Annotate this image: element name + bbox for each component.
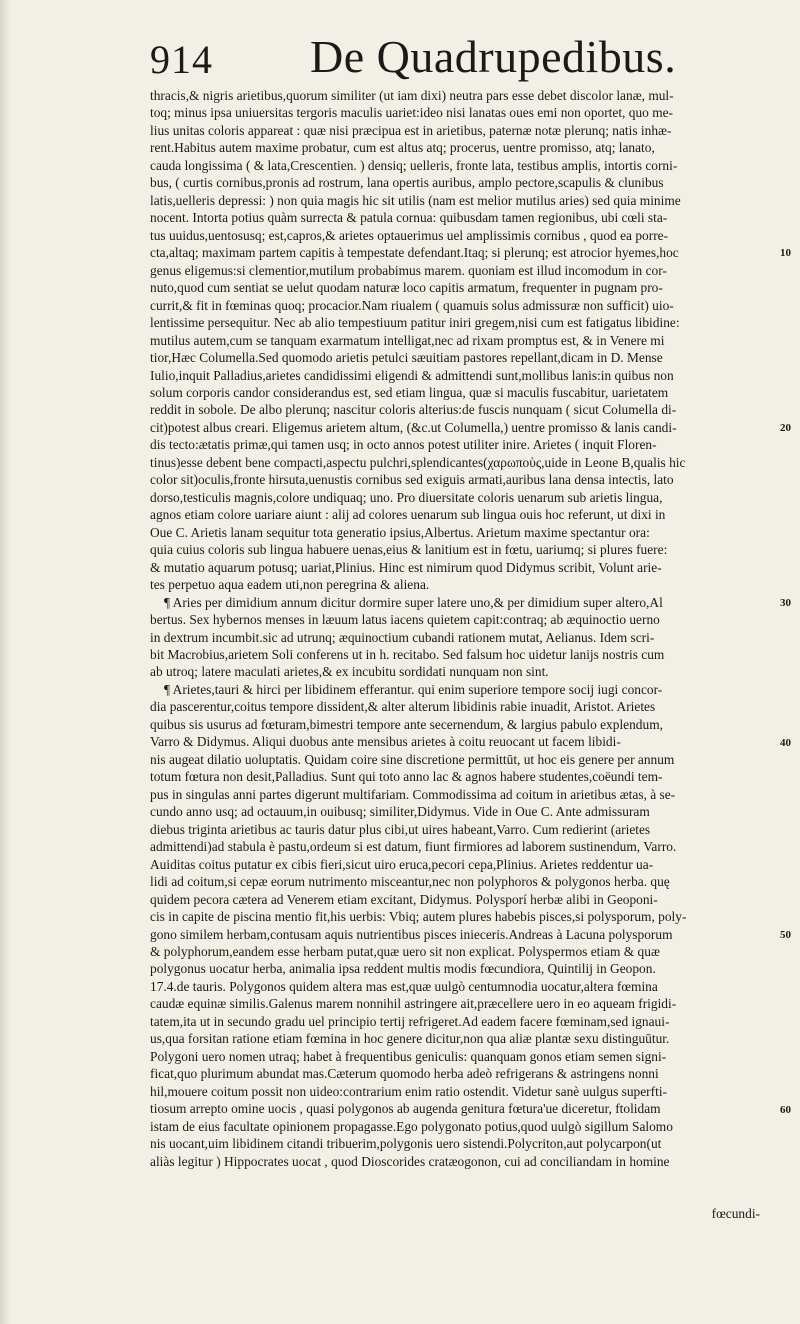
- text-line: aliàs legitur ) Hippocrates uocat , quod Dioscorides cratæogonon, cui ad conciliandam in homine: [150, 1153, 670, 1169]
- text-line: latis,uelleris depressi: ) non quia magis hic sit utilis (nam est melior mutilus aries) sed quia minime: [150, 192, 681, 208]
- text-line: istam de eius facultate opinionem propagasse.Ego polygonato potius,quod uulgò sigillum Salomo: [150, 1118, 673, 1134]
- text-line: Polygoni uero nomen utraq; habet à frequentibus geniculis: quanquam gonos etiam semen signi-: [150, 1048, 667, 1064]
- margin-line-number: 60: [780, 1104, 791, 1116]
- margin-line-number: 20: [780, 422, 791, 434]
- text-line: Oue C. Arietis lanam sequitur tota generatio ipsius,Albertus. Arietum maxime spectantur ora:: [150, 524, 650, 540]
- running-title: De Quadrupedibus.: [310, 31, 677, 82]
- text-line: tior,Hæc Columella.Sed quomodo arietis petulci sæuitiam pastores repellant,dicam in D. Mense: [150, 350, 663, 366]
- paragraph-start-line: ¶ Arietes,tauri & hirci per libidinem efferantur. qui enim superiore tempore socij iugi concor-: [164, 681, 663, 697]
- text-line: [150, 1188, 780, 1205]
- text-line: admittendi)ad stabula è pastu,ordeum si est datum, fiunt firmiores ad laborem sustinendum, Varro.: [150, 839, 677, 855]
- text-line: solum corporis candor considerandus est, sed etiam lingua, quæ si maculis fuscabitur, uarietatem: [150, 384, 669, 400]
- text-line: currit,& fit in fœminas quoq; procacior.Nam riualem ( quamuis solus admissuræ non sufficit) uio-: [150, 297, 674, 313]
- text-line: in dextrum incumbit.sic ad utrunq; æquinoctium cubandi rationem mutat, Aelianus. Idem scri-: [150, 629, 655, 645]
- text-line: thracis,& nigris arietibus,quorum similiter (ut iam dixi) neutra pars esse debet discolor lanæ, mul-: [150, 88, 674, 103]
- text-line: cundo anno usq; ad octauum,in ouibusq; similiter,Didymus. Vide in Oue C. Ante admissuram: [150, 804, 650, 820]
- text-line: agnos etiam colore uariare aiunt : alij ad colores uenarum sub lingua ouis hoc referunt, ut dixi in: [150, 507, 666, 523]
- text-line: lius unitas coloris appareat : quæ nisi præcipua est in arietibus, paternæ notæ plerunq; natis inhæ-: [150, 122, 672, 138]
- margin-line-number: 10: [780, 247, 791, 259]
- text-line: color sit)oculis,fronte hirsuta,uenustis cornibus sed exiguis armati,auribus lana densa intectis, lato: [150, 472, 674, 488]
- text-line: hil,mouere coitum possit non uideo:contrarium enim ratio ostendit. Videtur sanè uulgus superfti-: [150, 1083, 667, 1099]
- margin-line-number: 40: [780, 737, 791, 749]
- text-line: & mutatio aquarum potusq; uariat,Plinius. Hinc est nimirum quod Didymus scribit, Volunt arie-: [150, 559, 662, 575]
- text-line: diebus triginta arietibus ac tauris datur plus cibi,ut uires habeant,Varro. Cum redierint (arietes: [150, 821, 651, 837]
- text-line: tatem,ita ut in secundo gradu uel principio tertij refrigeret.Ad eadem facere fœminam,sed ignaui-: [150, 1013, 670, 1029]
- text-line: tes perpetuo aqua eadem uti,non peregrina & aliena.: [150, 577, 430, 593]
- text-line: tus uuidus,uentosusq; est,capros,& arietes optauerimus uel amplissimis cornibus , quod ea porre-: [150, 227, 669, 243]
- text-line: gono similem herbam,contusam aquis nutrientibus pisces inieceris.Andreas à Lacuna polysporum: [150, 926, 673, 942]
- text-line: dia pascerentur,coitus tempore dissident,& alter alterum libidinis rabie inuadit, Aristot. Arietes: [150, 699, 656, 715]
- text-line: Varro & Didymus. Aliqui duobus ante mensibus arietes à coitu reuocant ut facem libidi-: [150, 734, 621, 750]
- page-number: 914: [150, 37, 213, 82]
- text-line: toq; minus ipsa uniuersitas tergoris maculis uariet:ideo nisi lanatas oues emi non oportet, quo me-: [150, 105, 674, 121]
- text-line: nis uocant,uim libidinem citandi tribuerim,polygonis uero sistendi.Polycriton,aut polycarpon(ut: [150, 1136, 662, 1152]
- text-line: Iulio,inquit Palladius,arietes candidissimi eligendi & admittendi sunt,mollibus lanis:in quibus non: [150, 367, 674, 383]
- text-line: us,qua forsitan ratione etiam fœmina in hoc genere dicitur,non qua aliæ plantæ sexu distinguūtur.: [150, 1031, 670, 1047]
- text-line: nuto,quod cum sentiat se uelut quodam naturæ loco capitis armatum, frequenter in pugnam pro-: [150, 280, 663, 296]
- text-line: caudæ equinæ similis.Galenus marem nonnihil astringere ait,præcellere uero in eo aqueam frigidi-: [150, 996, 677, 1012]
- body-text: [150, 87, 780, 1222]
- catchword: fœcundi-: [711, 1206, 760, 1221]
- text-line: polygonus uocatur herba, animalia ipsa reddent multis modis fœcundiora, Quintilij in Geopon.: [150, 961, 656, 977]
- text-line: quibus sis usurus ad fœturam,bimestri tempore ante secernendum, & largius pabulo explendum,: [150, 716, 663, 732]
- text-line: cis in capite de piscina mentio fit,his uerbis: Vbiq; autem plures habebis pisces,si polysporum, poly-: [150, 909, 687, 925]
- page-header: [150, 30, 770, 86]
- text-line: pus in singulas anni partes digerunt multifariam. Commodissima ad coitum in arietibus ætas, à se-: [150, 786, 676, 802]
- text-line: cauda longissima ( & lata,Crescentien. ) densiq; uelleris, fronte lata, testibus amplis, intortis corni-: [150, 157, 678, 173]
- text-line: quidem pecora cætera ad Venerem etiam excitant, Didymus. Polysporí herbæ alibi in Geoponi-: [150, 891, 658, 907]
- text-line: nocent. Intorta potius quàm surrecta & patula cornua: quibusdam tamen regionibus, ubi cœli sta-: [150, 210, 668, 226]
- text-line: lentissime persequitur. Nec ab alio tempestiuum patitur iniri gregem,nisi cum est fatigatus libidine:: [150, 315, 680, 331]
- text-line: tinus)esse debent bene compacti,aspectu pulchri,splendicantes(χαρωποὺς,uide in Leone B,qualis hic: [150, 454, 686, 470]
- text-line: mutilus autem,cum se tanquam exarmatum intelligat,nec ad rixam promptus est, & in Venere mi: [150, 332, 665, 348]
- paragraph-start-line: ¶ Aries per dimidium annum dicitur dormire super latere uno,& per dimidium super altero,Al: [164, 594, 663, 610]
- text-line: ficat,quo plurimum abundat mas.Cæterum quomodo herba adeò refrigerans & astringens nonni: [150, 1066, 659, 1082]
- text-line: ab utroq; latere maculati arietes,& ex incubitu sordidati nunquam non sint.: [150, 664, 549, 680]
- text-line: nis augeat dilatio uoluptatis. Quidam coire sine discretione permittūt, ut hoc eis genere per annum: [150, 751, 675, 767]
- text-line: quia cuius coloris sub lingua habuere uenas,eius & lanitium est in fœtu, uariumq; si plures fuere:: [150, 542, 668, 558]
- text-line: lidi ad coitum,si cepæ eorum nutrimento misceantur,nec non polyphoros & polygonos herba. quę: [150, 874, 670, 890]
- text-line: totum fœtura non desit,Palladius. Sunt qui toto anno lac & agnos habere studentes,coëundi tem-: [150, 769, 663, 785]
- text-line: genus eligemus:si clementior,mutilum probabimus marem. quoniam est illud incomodum in cor-: [150, 262, 667, 278]
- text-line: Auiditas coitus putatur ex cibis fieri,sicut uiro eruca,pecori cepa,Plinius. Arietes reddentur ua-: [150, 856, 654, 872]
- page-edge: [0, 0, 10, 1324]
- text-line: dis tecto:ætatis primæ,qui tamen usq; in octo annos potest utiliter inire. Arietes ( inquit Floren-: [150, 437, 657, 453]
- text-line: rent.Habitus autem maxime probatur, cum est altus atq; procerus, uentre promisso, atq; lanato,: [150, 140, 655, 156]
- margin-line-number: 30: [780, 597, 791, 609]
- text-line: cit)potest albus creari. Eligemus arietem altum, (&c.ut Columella,) uentre promisso & lanis candi-: [150, 419, 677, 435]
- text-line: dorso,testiculis magnis,colore undiquaq; uno. Pro diuersitate coloris uenarum sub arietis lingua,: [150, 489, 663, 505]
- text-line: & polyphorum,eandem esse herbam putat,quæ uero sit non explicat. Polyspermos etiam & quæ: [150, 943, 660, 959]
- text-line: tiosum arrepto omine uocis , quasi polygonos ab augenda genitura fœtura'ue diceretur, ftolidam: [150, 1101, 661, 1117]
- text-line: bus, ( curtis cornibus,pronis ad rostrum, lana opertis auribus, amplo pectore,scapulis & clunibus: [150, 175, 664, 191]
- text-line: bertus. Sex hybernos menses in læuum latus iacens quietem capit:contraq; ab æquinoctio uerno: [150, 612, 660, 628]
- text-line: [150, 1170, 780, 1187]
- margin-line-number: 50: [780, 929, 791, 941]
- text-line: 17.4.de tauris. Polygonos quidem altera mas est,quæ uulgò centumnodia uocatur,altera fœmina: [150, 978, 658, 994]
- text-line: reddit in sobole. De albo plerunq; nascitur coloris alterius:de fuscis nunquam ( sicut Columella di-: [150, 402, 677, 418]
- text-line: cta,altaq; maximam partem capitis à tempestate defendant.Itaq; si plerunq; est atrocior hyemes,hoc: [150, 245, 679, 261]
- text-line: bit Macrobius,arietem Soli conferens ut in h. recitabo. Sed falsum hoc uidetur lanijs nostris cum: [150, 647, 665, 662]
